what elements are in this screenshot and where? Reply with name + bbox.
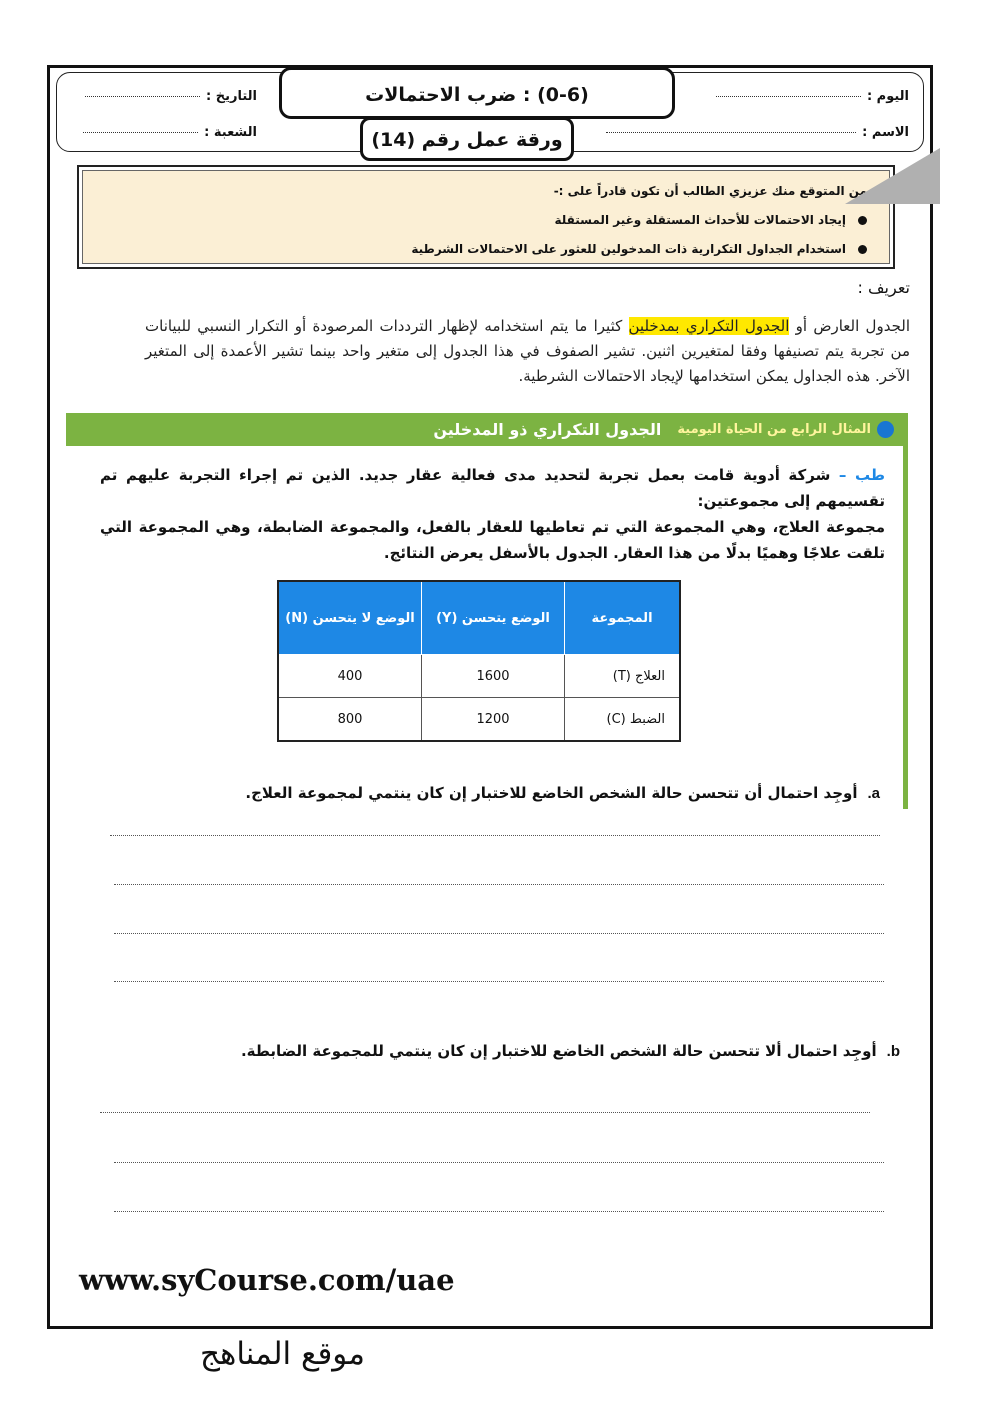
definition-heading: تعريف : [857,278,910,297]
section-field [83,125,257,140]
name-label: الاسم : [862,125,909,140]
table-row [278,698,680,742]
table-cell: 1200 [422,698,565,742]
table-cell: 400 [278,655,422,698]
table-header-row [278,581,680,655]
objective-item: إيجاد الاحتمالات للأحداث المستقلة وغير المستقلة [101,206,867,235]
question-letter: a. [867,785,880,802]
table-cell: 800 [278,698,422,742]
objective-item: استخدام الجداول التكرارية ذات المدخولين للعثور على الاحتمالات الشرطية [101,235,867,264]
answer-line[interactable] [114,1211,884,1212]
answer-line[interactable] [100,1112,870,1113]
table-row [278,655,680,698]
answer-line[interactable] [114,981,884,982]
answer-line[interactable] [110,835,880,836]
table-cell: العلاج (T) [565,655,681,698]
question-letter: b. [886,1043,900,1060]
question-b: b.أوجِد احتمال ألا تتحسن حالة الشخص الخاضع للاختبار إن كان ينتمي للمجموعة الضابطة. [240,1042,900,1060]
objectives-box [77,165,895,269]
example-bar [66,413,908,446]
objectives-intro: من المتوقع منك عزيزي الطالب أن تكون قادراً على :- [553,184,867,198]
date-field [85,89,257,104]
example-label: المثال الرابع من الحياة اليومية [677,422,871,437]
footer-text: موقع المناهج [200,1336,365,1372]
website-url[interactable]: www.syCourse.com/uae [79,1263,455,1297]
highlighted-term: الجدول التكراري بمدخلين [628,317,790,335]
bullet-icon [858,245,867,254]
day-field [716,89,909,104]
lesson-title: (0-6) : ضرب الاحتمالات [279,67,675,119]
definition-text: الجدول العارض أو الجدول التكراري بمدخلين كثيرا ما يتم استخدامه لإظهار الترددات المرصودة أو التكرار النسبي للبيانات من تجربة يتم تصنيفها وفقا لمتغيرين اثنين. تشير الصفوف في هذا الجدول إلى متغير واحد بينما تشير الأعمدة إلى المتغير الآخر. هذه الجداول يمكن استخدامها لإيجاد الاحتمالات الشرطية. [145,317,910,385]
example-title: الجدول التكراري ذو المدخلين [433,420,662,439]
bullet-icon [858,216,867,225]
name-field [606,125,909,140]
callout-arrow [845,148,940,204]
problem-text: طب – شركة أدوية قامت بعمل تجربة لتحديد مدى فعالية عقار جديد. الذين تم إجراء التجربة عليهم تم تقسيمهم إلى مجموعتين: مجموعة العلاج، وهي المجموعة التي تم تعاطيها للعقار بالفعل، والمجموعة الضابطة، وهي المجموعة التي تلقت علاجًا وهميًا بدلًا من هذا العقار. الجدول بالأسفل يعرض النتائج. [100,466,885,562]
frequency-table [277,580,681,742]
answer-line[interactable] [114,1162,884,1163]
globe-icon [877,421,894,438]
table-header: الوضع لا يتحسن (N) [278,581,422,655]
answer-line[interactable] [114,884,884,885]
table-header: المجموعة [565,581,681,655]
table-cell: 1600 [422,655,565,698]
answer-line[interactable] [114,933,884,934]
date-label: التاريخ : [206,89,257,104]
section-label: الشعبة : [204,125,257,140]
problem-keyword: طب – [838,466,885,484]
worksheet-number: ورقة عمل رقم (14) [360,117,574,161]
day-label: اليوم : [866,89,909,104]
question-a: a.أوجِد احتمال أن تتحسن حالة الشخص الخاضع للاختبار إن كان ينتمي لمجموعة العلاج. [245,784,880,802]
table-cell: الضبط (C) [565,698,681,742]
example-side-bar [903,413,908,809]
table-header: الوضع يتحسن (Y) [422,581,565,655]
page-frame [47,65,933,1329]
